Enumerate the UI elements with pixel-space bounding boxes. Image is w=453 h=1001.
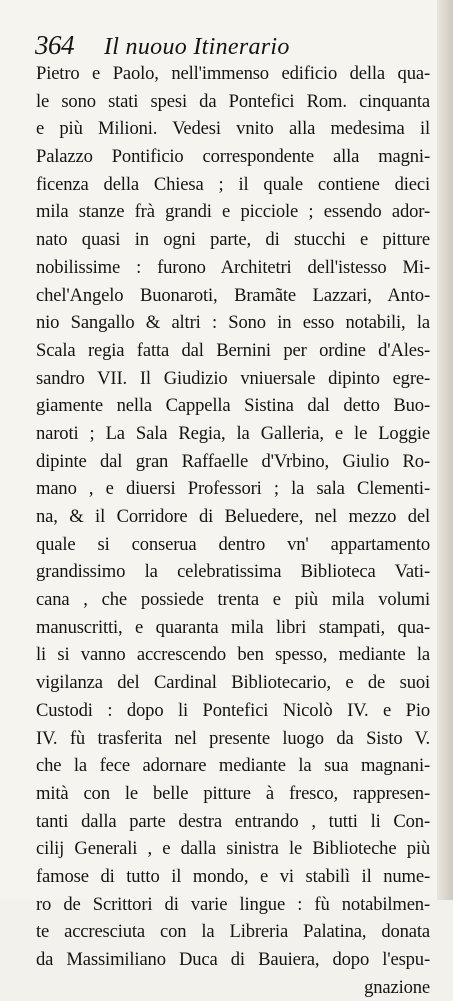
page-header (35, 30, 425, 62)
running-title: Il nuouo Itinerario (104, 34, 290, 60)
text-line: che la fece adornare mediante la sua magnani- (36, 755, 430, 777)
text-line: manuscritti, e quaranta mila libri stampati, qua- (36, 616, 430, 638)
text-line: le sono stati spesi da Pontefici Rom. cinquanta (36, 90, 430, 112)
text-line: dipinte dal gran Raffaelle d'Vrbino, Giulio Ro- (36, 450, 430, 472)
text-line: mano , e diuersi Professori ; la sala Clementi- (36, 478, 430, 500)
page-number: 364 (35, 30, 74, 60)
body-text (36, 60, 430, 1001)
text-line: ro de Scrittori di varie lingue : fù notabilmen- (36, 893, 430, 915)
text-line: ficenza della Chiesa ; il quale contiene dieci (36, 173, 430, 195)
text-line: nato quasi in ogni parte, di stucchi e pitture (36, 229, 430, 251)
text-line: chel'Angelo Buonaroti, Bramãte Lazzari, Anto- (36, 284, 430, 306)
text-line: IV. fù trasferita nel presente luogo da Sisto V. (36, 727, 430, 749)
text-line: cana , che possiede trenta e più mila volumi (36, 589, 430, 611)
text-line: vigilanza del Cardinal Bibliotecario, e de suoi (36, 672, 430, 694)
text-line: giamente nella Cappella Sistina dal detto Buo- (36, 395, 430, 417)
text-line: Scala regia fatta dal Bernini per ordine d'Ales- (36, 339, 430, 361)
text-line: nobilissime : furono Architetri dell'istesso Mi- (36, 256, 430, 278)
text-line: Custodi : dopo li Pontefici Nicolò IV. e Pio (36, 699, 430, 721)
text-line: famose di tutto il mondo, e vi stabilì il nume- (36, 865, 430, 887)
text-line: na, & il Corridore di Beluedere, nel mezzo del (36, 506, 430, 527)
text-line: li si vanno accrescendo ben spesso, mediante la (36, 644, 430, 666)
text-line: Palazzo Pontificio correspondente alla magni- (36, 146, 430, 168)
text-line: quale si conserua dentro vn' appartamento (36, 533, 430, 555)
text-line: Pietro e Paolo, nell'immenso edificio della qua- (36, 63, 430, 84)
text-line: gnazione (364, 976, 430, 998)
text-line: te accresciuta con la Libreria Palatina, donata (36, 921, 430, 943)
text-line: nio Sangallo & altri : Sono in esso notabili, la (36, 312, 430, 334)
text-line: tanti dalla parte destra entrando , tutti li Con- (36, 810, 430, 832)
text-line: e più Milioni. Vedesi vnito alla medesima il (36, 118, 430, 140)
text-line: da Massimiliano Duca di Bauiera, dopo l'espu- (36, 949, 430, 970)
text-line: mità con le belle pitture à fresco, rappresen- (36, 782, 430, 804)
text-line: naroti ; La Sala Regia, la Galleria, e le Loggie (36, 422, 430, 444)
text-line: mila stanze frà grandi e picciole ; essendo ador- (36, 201, 430, 223)
text-line: sandro VII. Il Giudizio vniuersale dipinto egre- (36, 367, 430, 389)
text-line: grandissimo la celebratissima Biblioteca Vati- (36, 561, 430, 583)
text-line: cilij Generali , e dalla sinistra le Biblioteche più (36, 838, 430, 860)
